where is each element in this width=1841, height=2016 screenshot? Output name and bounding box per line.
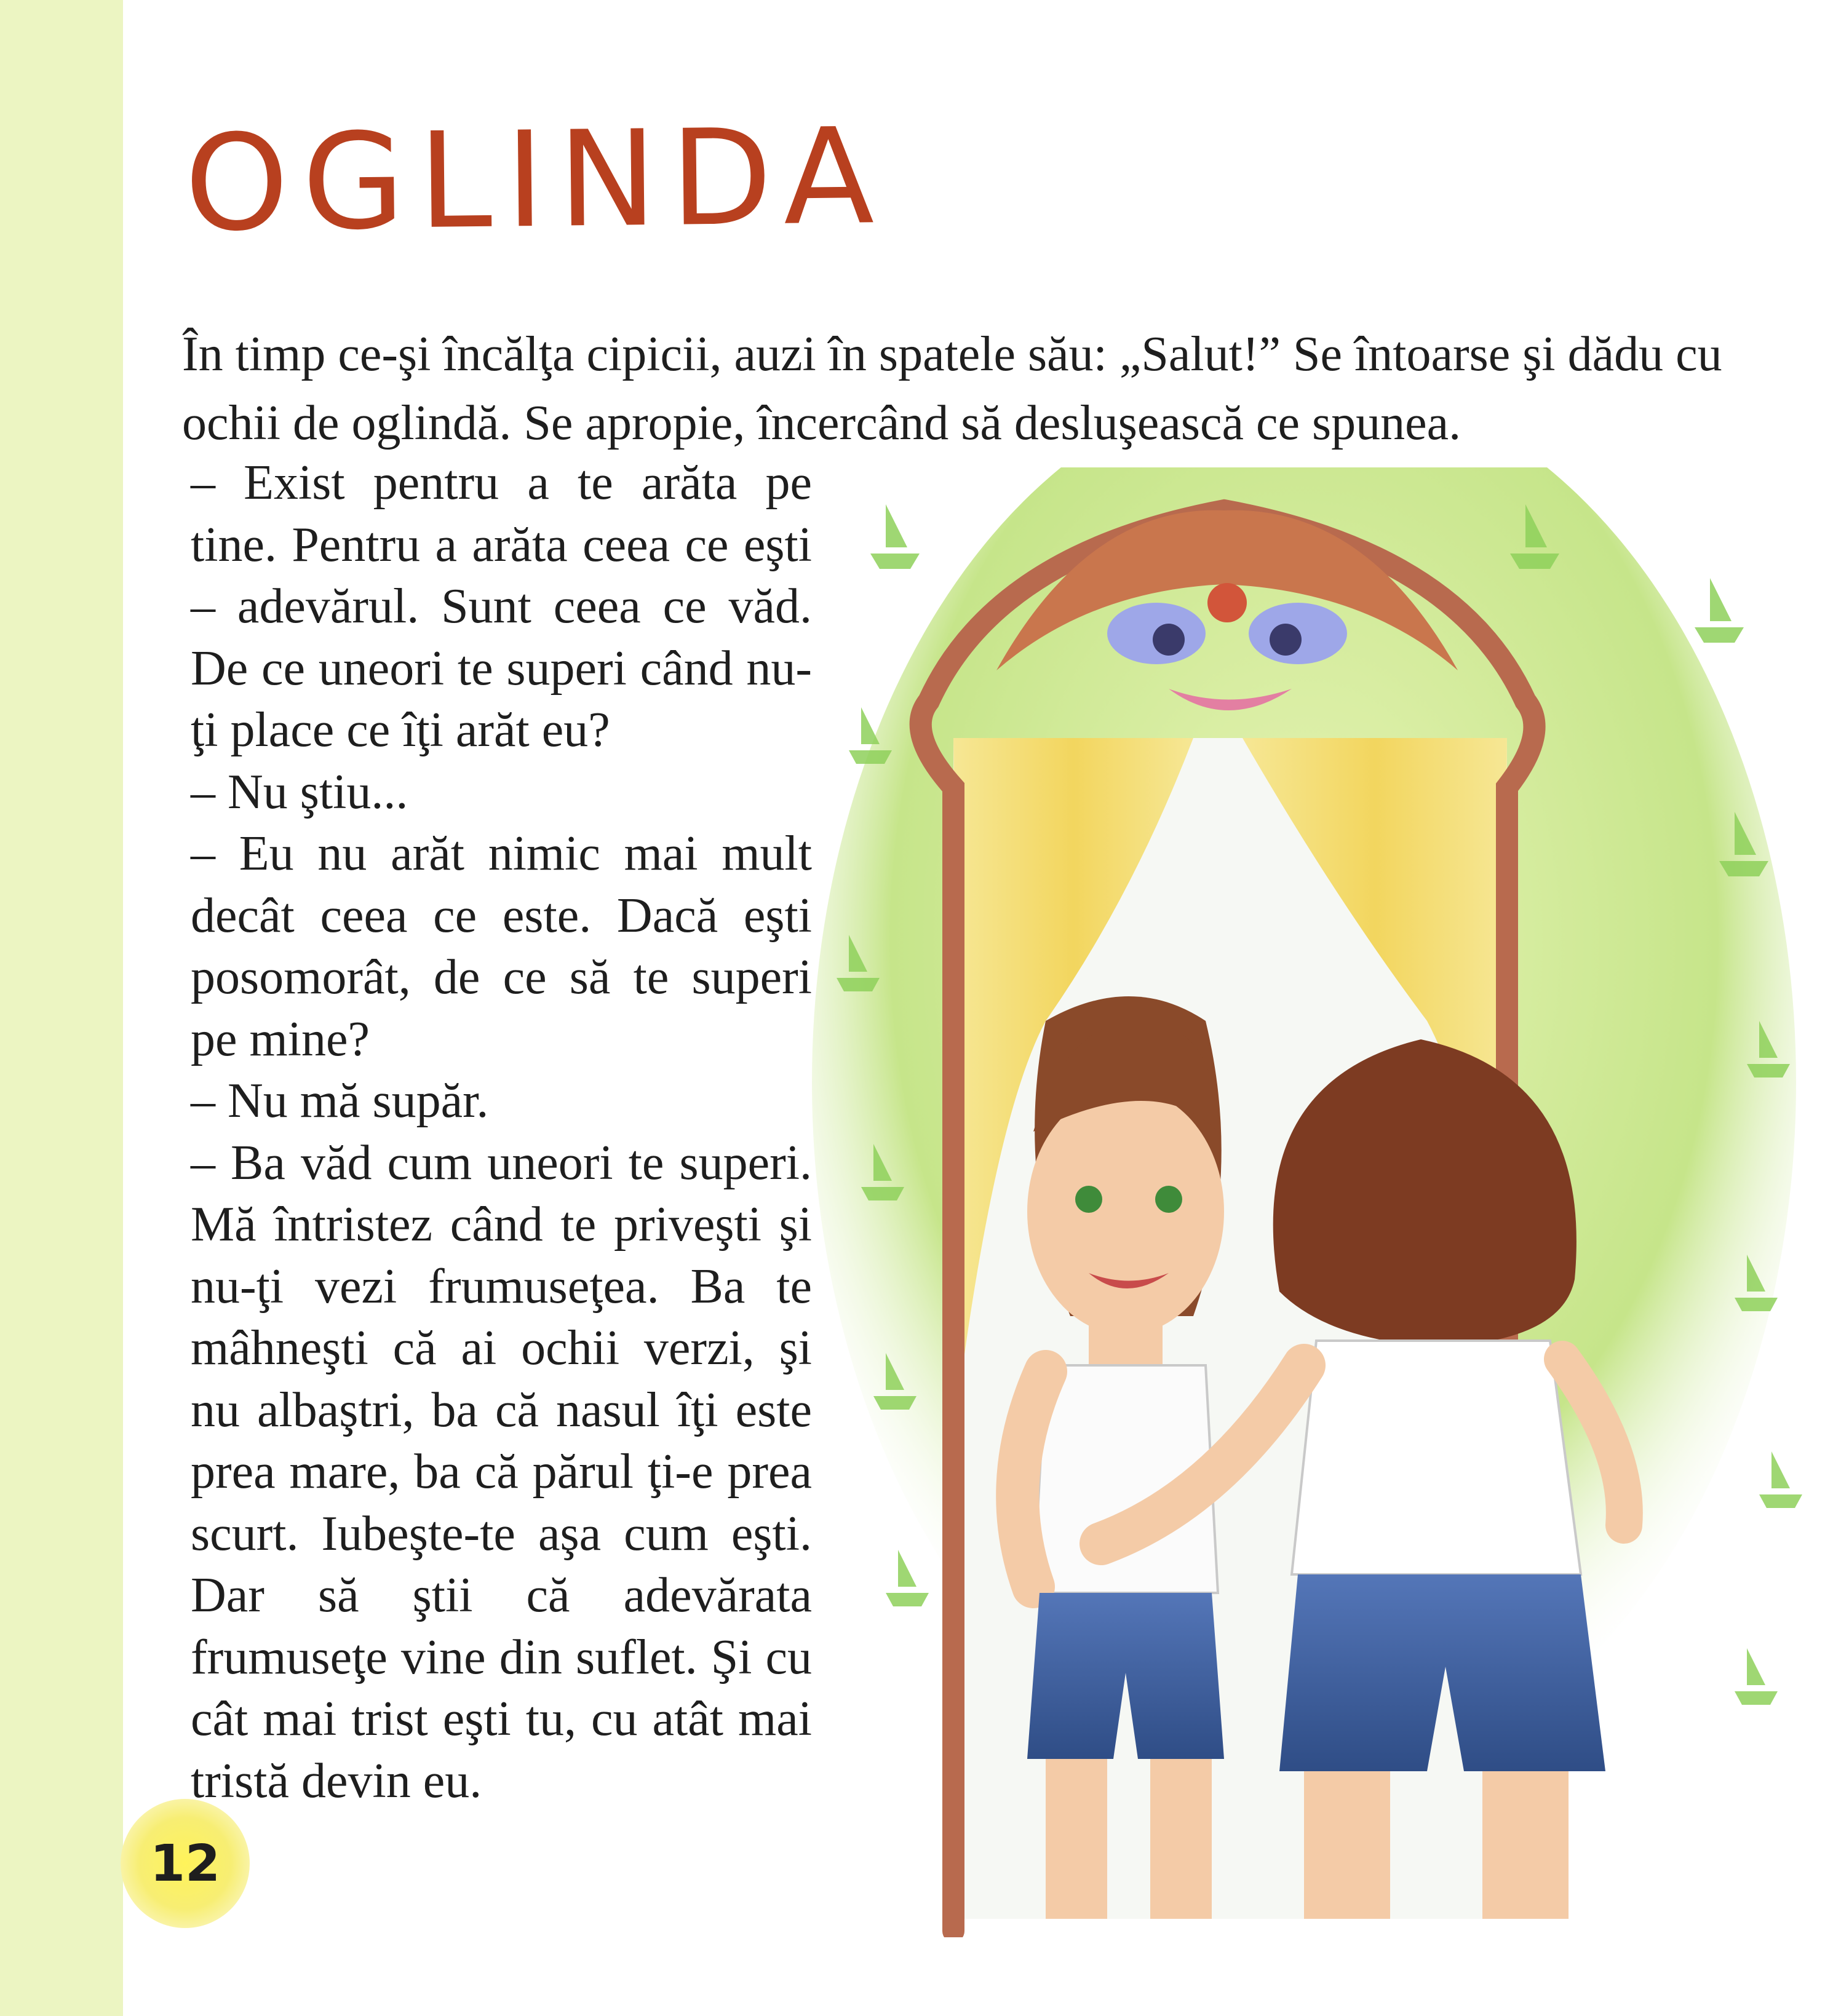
dialogue-line-3: – Eu nu arăt nimic mai mult decât ceea ce este. Dacă eşti posomorât, de ce să te superi pe mine? [191, 827, 812, 1066]
dialogue-text [191, 452, 812, 1812]
page-number: 12 [149, 1834, 221, 1893]
story-title: OGLINDA [183, 99, 889, 261]
dialogue-line-2: – Nu ştiu... [191, 764, 408, 819]
dialogue-line-5: – Ba văd cum uneori te superi. Mă întristez când te priveşti şi nu-ţi vezi frumuseţea. Ba te mâhneşti că ai ochii verzi, şi nu albaştri, ba că nasul îţi este prea mare, ba că părul ţi-e prea scurt. Iubeşte-te aşa cum eşti. Dar să ştii că adevărata frumuseţe vine din suflet. Şi cu cât mai trist eşti tu, cu atât mai tristă devin eu. [191, 1135, 812, 1808]
intro-paragraph: În timp ce-şi încălţa cipicii, auzi în spatele său: „Salut!” Se întoarse şi dădu cu ochii de oglindă. Se apropie, încercând să desluşească ce spunea. [182, 327, 1722, 450]
mirror-illustration [812, 467, 1827, 1937]
page-margin-strip [0, 0, 123, 2016]
dialogue-line-1: – Exist pentru a te arăta pe tine. Pentru a arăta ceea ce eşti – adevărul. Sunt ceea ce văd. De ce uneori te superi când nu-ţi place ce îţi arăt eu? [191, 456, 812, 757]
page-number-badge [121, 1799, 250, 1928]
dialogue-line-4: – Nu mă supăr. [191, 1074, 489, 1128]
